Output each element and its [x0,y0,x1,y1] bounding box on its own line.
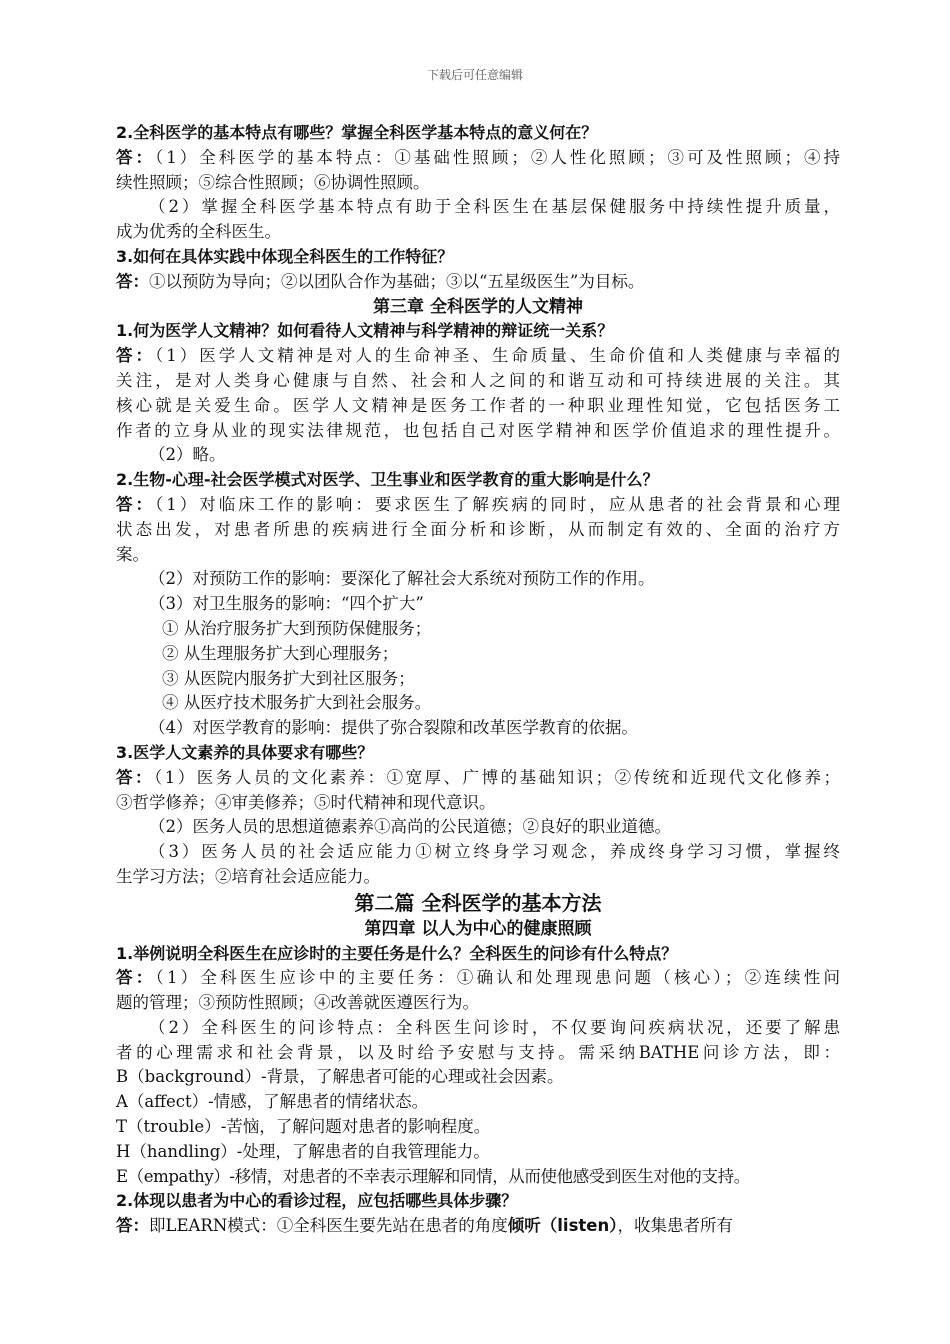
answer-line: 生学习方法；②培育社会适应能力。 [116,866,380,886]
answer-line: 作者的立身从业的现实法律规范，也包括自己对医学精神和医学价值追求的理性提升。 [116,420,840,440]
answer-line: 题的管理；③预防性照顾；④改善就医遵医行为。 [116,993,479,1013]
answer-line: 答：（1）医务人员的文化素养：①宽厚、广博的基础知识；②传统和近现代文化修养； [116,767,841,787]
answer-line: （2）全科医生的问诊特点：全科医生问诊时，不仅要询问疾病状况，还要了解患 [149,1017,840,1037]
answer-line: B（background）-背景，了解患者可能的心理或社会因素。 [116,1067,564,1087]
answer-line: （4）对医学教育的影响：提供了弥合裂隙和改革医学教育的依据。 [149,718,638,738]
answer-line: （3）对卫生服务的影响：“四个扩大” [149,594,424,614]
answer-line: 答：（1）全科医学的基本特点：①基础性照顾；②人性化照顾；③可及性照顾；④持 [116,147,840,167]
answer-line: H（handling）-处理，了解患者的自我管理能力。 [116,1141,490,1161]
answer-line: 状态出发，对患者所患的疾病进行全面分析和诊断，从而制定有效的、全面的治疗方 [116,519,840,539]
answer-label: 答： [116,968,156,988]
chapter-title: 第四章 以人为中心的健康照顾 [364,918,592,939]
question-heading: 2.全科医学的基本特点有哪些？掌握全科医学基本特点的意义何在？ [116,123,598,142]
answer-label: 答： [116,346,156,366]
answer-line: A（affect）-情感，了解患者的情绪状态。 [116,1092,429,1112]
question-heading: 3.医学人文素养的具体要求有哪些？ [116,742,374,762]
page-header: 下载后可任意编辑 [426,68,523,82]
list-item: ③ 从医院内服务扩大到社区服务； [162,668,415,688]
answer-line: 答：①以预防为导向；②以团队合作为基础；③以“五星级医生”为目标。 [116,271,645,291]
answer-line: 答：（1）医学人文精神是对人的生命神圣、生命质量、生命价值和人类健康与幸福的 [116,346,840,366]
answer-label: 答： [116,494,156,514]
question-heading: 3.如何在具体实践中体现全科医生的工作特征？ [116,246,454,266]
question-heading: 2.体现以患者为中心的看诊过程，应包括哪些具体步骤？ [116,1191,518,1211]
answer-label: 答： [116,767,154,787]
answer-line: （2）掌握全科医学基本特点有助于全科医生在基层保健服务中持续性提升质量， [149,197,840,217]
answer-line: 答：（1）对临床工作的影响：要求医生了解疾病的同时，应从患者的社会背景和心理 [116,494,840,514]
document-body [116,121,840,1239]
answer-line: ③哲学修养；④审美修养；⑤时代精神和现代意识。 [116,792,496,812]
answer-line: 关注，是对人类身心健康与自然、社会和人之间的和谐互动和可持续进展的关注。其 [116,370,840,390]
question-heading: 1.何为医学人文精神？如何看待人文精神与科学精神的辩证统一关系？ [116,321,614,341]
list-item: ④ 从医疗技术服务扩大到社会服务。 [162,693,432,713]
question-heading: 1.举例说明全科医生在应诊时的主要任务是什么？全科医生的问诊有什么特点？ [116,943,678,963]
emphasis-text: 倾听（listen） [507,1216,618,1236]
answer-line: （3）医务人员的社会适应能力①树立终身学习观念，养成终身学习习惯，掌握终 [149,842,840,862]
answer-line: 续性照顾；⑤综合性照顾；⑥协调性照顾。 [116,172,430,192]
answer-line: 答：即LEARN模式：①全科医生要先站在患者的角度倾听（listen），收集患者所有 [116,1216,733,1236]
answer-line: 案。 [116,544,149,564]
answer-line: 者的心理需求和社会背景，以及时给予安慰与支持。需采纳BATHE问诊方法，即： [116,1042,840,1062]
answer-label: 答： [116,147,156,167]
answer-line: 成为优秀的全科医生。 [116,222,281,242]
answer-line: 答：（1）全科医生应诊中的主要任务：①确认和处理现患问题（核心）；②连续性问 [116,968,841,988]
answer-line: 核心就是关爱生命。医学人文精神是医务工作者的一种职业理性知觉，它包括医务工 [116,395,840,415]
answer-line: T（trouble）-苦恼，了解问题对患者的影响程度。 [116,1117,491,1137]
answer-label: 答： [116,1216,149,1236]
chapter-title: 第三章 全科医学的人文精神 [373,296,583,317]
question-heading: 2.生物-心理-社会医学模式对医学、卫生事业和医学教育的重大影响是什么？ [116,470,659,490]
answer-line: （2）对预防工作的影响：要深化了解社会大系统对预防工作的作用。 [149,569,655,589]
answer-line: （2）医务人员的思想道德素养①高尚的公民道德；②良好的职业道德。 [149,817,671,837]
answer-line: （2）略。 [149,445,226,465]
answer-line: E（empathy）-移情，对患者的不幸表示理解和同情，从而使他感受到医生对他的支持。 [116,1166,750,1186]
answer-label: 答： [116,271,149,291]
list-item: ① 从治疗服务扩大到预防保健服务； [162,618,432,638]
part-title: 第二篇 全科医学的基本方法 [354,890,602,915]
list-item: ② 从生理服务扩大到心理服务； [162,643,399,663]
